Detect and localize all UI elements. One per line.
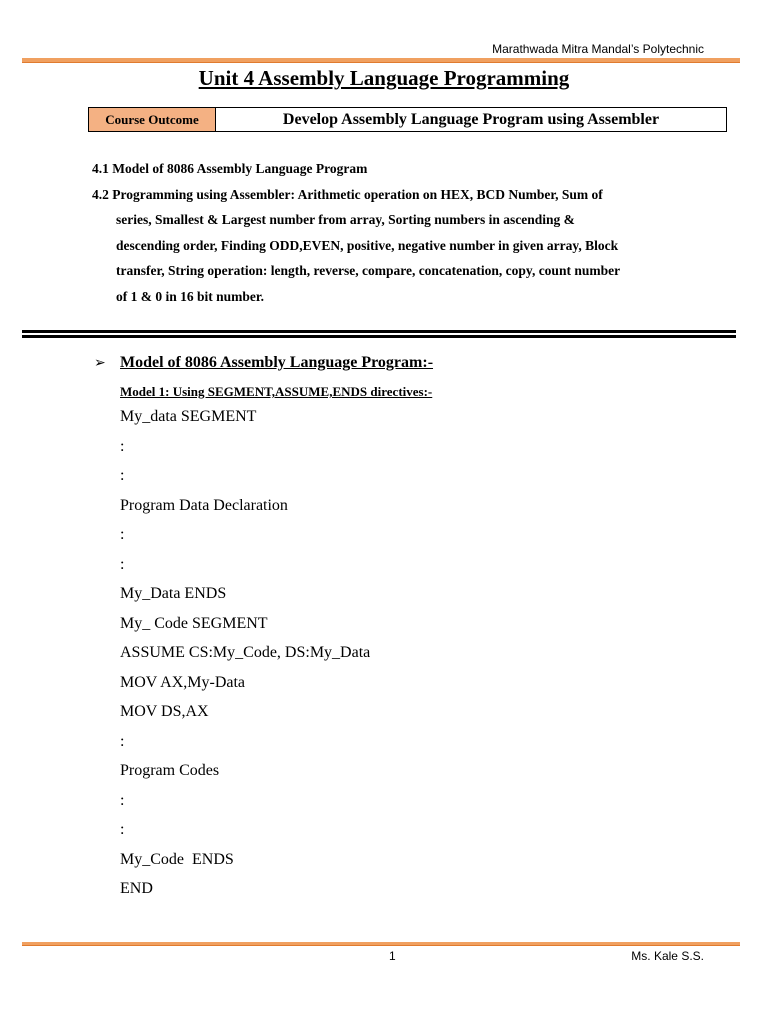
code-listing bbox=[120, 402, 370, 904]
outline-item-4-2-line: series, Smallest & Largest number from array, Sorting numbers in ascending & bbox=[116, 212, 575, 227]
section-heading-text: Model of 8086 Assembly Language Program:- bbox=[120, 354, 434, 371]
code-line: My_Data ENDS bbox=[120, 585, 227, 602]
model-heading: Model 1: Using SEGMENT,ASSUME,ENDS directives:- bbox=[120, 384, 433, 399]
course-outcome-table bbox=[88, 107, 727, 132]
outline-item-4-2-line: of 1 & 0 in 16 bit number. bbox=[116, 288, 265, 304]
course-outcome-label: Course Outcome bbox=[89, 108, 216, 132]
unit-outline bbox=[92, 156, 712, 309]
code-line: : bbox=[120, 555, 125, 573]
header-institution: Marathwada Mitra Mandal’s Polytechnic bbox=[492, 42, 704, 56]
code-line: : bbox=[120, 526, 125, 543]
code-line: : bbox=[120, 821, 125, 838]
code-line: END bbox=[120, 880, 153, 897]
footer-author: Ms. Kale S.S. bbox=[631, 949, 704, 963]
code-line: MOV AX,My-Data bbox=[120, 673, 246, 691]
code-line: My_data SEGMENT bbox=[120, 408, 257, 425]
page-number: 1 bbox=[389, 949, 396, 963]
page-title: Unit 4 Assembly Language Programming bbox=[198, 66, 570, 90]
code-line: My_Code ENDS bbox=[120, 850, 234, 868]
arrow-bullet-icon: ➢ bbox=[94, 355, 106, 371]
outline-item-4-2-line: descending order, Finding ODD,EVEN, positive, negative number in given array, Block bbox=[116, 237, 619, 253]
code-line: : bbox=[120, 437, 125, 455]
footer-divider bbox=[22, 942, 740, 946]
code-line: : bbox=[120, 732, 125, 750]
double-divider bbox=[22, 330, 736, 338]
header-divider bbox=[22, 58, 740, 63]
outline-item-4-2-line: transfer, String operation: length, reverse, compare, concatenation, copy, count number bbox=[116, 263, 621, 278]
course-outcome-value: Develop Assembly Language Program using Assembler bbox=[216, 108, 727, 132]
code-line: Program Codes bbox=[120, 762, 220, 779]
section-heading bbox=[94, 354, 433, 372]
code-line: MOV DS,AX bbox=[120, 703, 209, 720]
code-line: : bbox=[120, 467, 125, 484]
code-line: My_ Code SEGMENT bbox=[120, 614, 268, 632]
code-line: Program Data Declaration bbox=[120, 496, 288, 514]
code-line: : bbox=[120, 791, 125, 809]
code-line: ASSUME CS:My_Code, DS:My_Data bbox=[120, 644, 371, 661]
outline-item-4-1: 4.1 Model of 8086 Assembly Language Program bbox=[92, 161, 368, 176]
outline-item-4-2-line: 4.2 Programming using Assembler: Arithmetic operation on HEX, BCD Number, Sum of bbox=[92, 186, 603, 202]
